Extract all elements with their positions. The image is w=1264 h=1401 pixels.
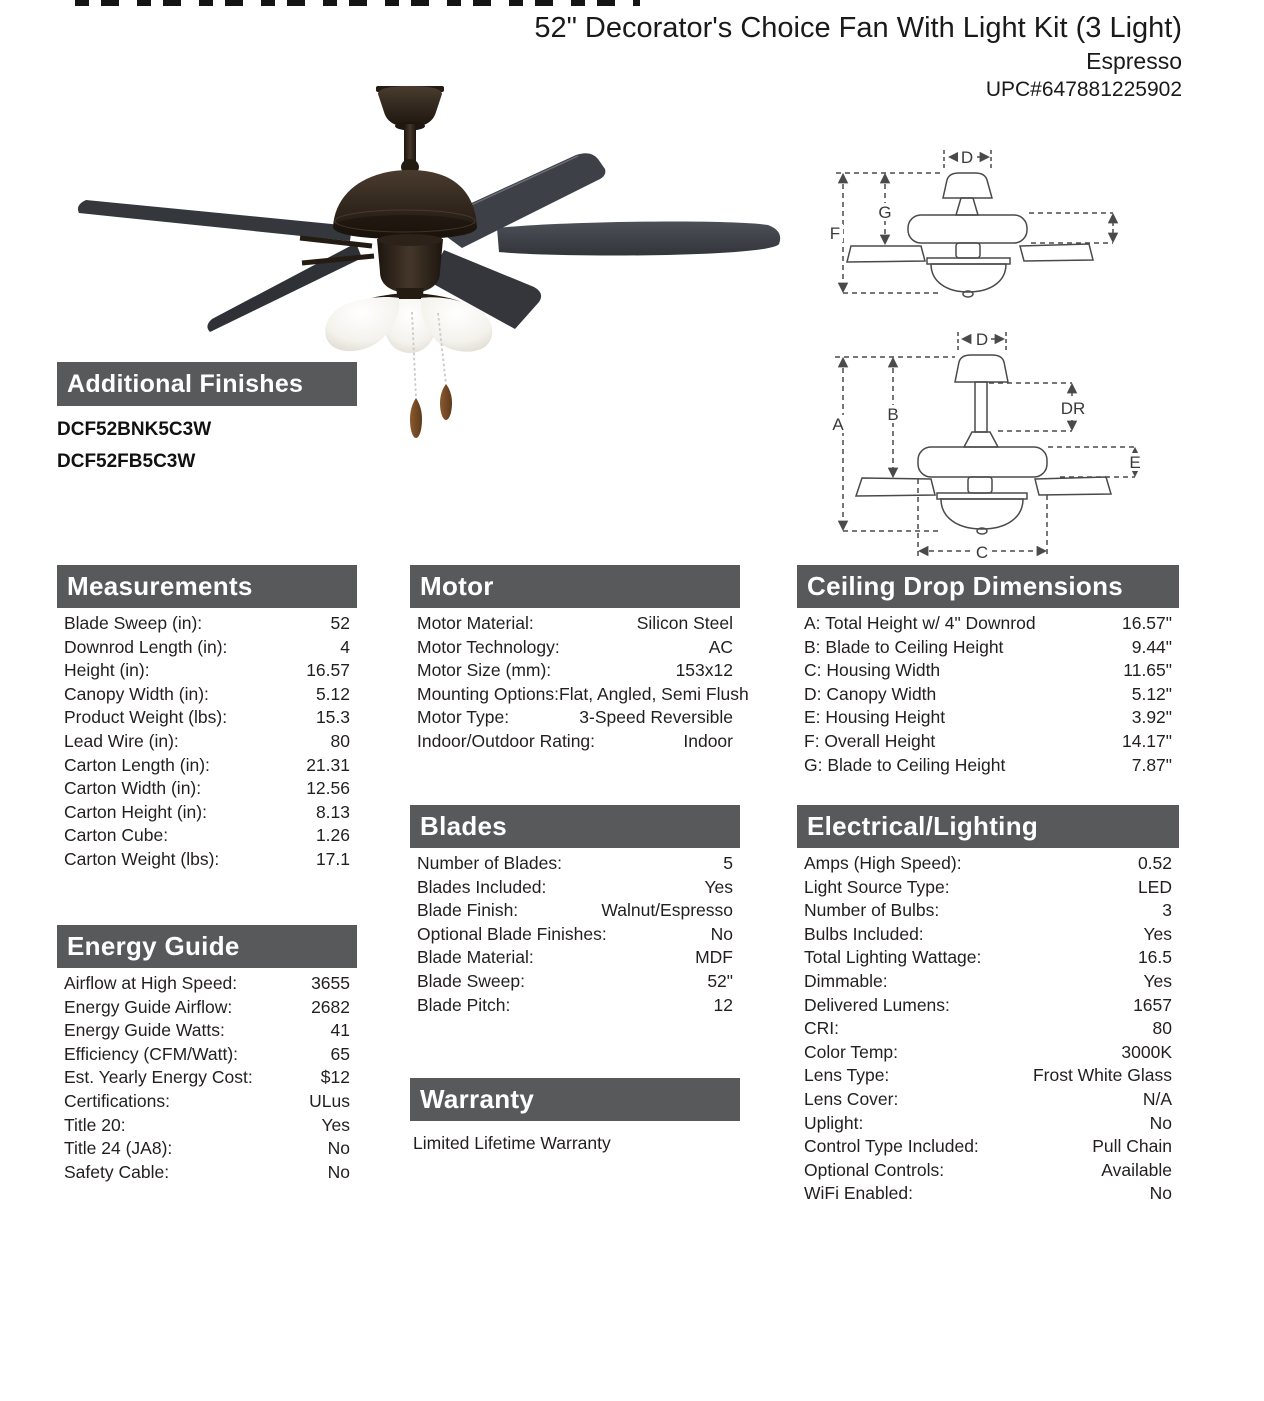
spec-label: Control Type Included: — [804, 1136, 979, 1157]
spec-label: Lens Type: — [804, 1065, 890, 1086]
spec-value: 5 — [723, 853, 733, 873]
section-warranty — [410, 1078, 740, 1155]
spec-label: Optional Blade Finishes: — [417, 923, 607, 944]
spec-row — [797, 899, 1179, 923]
spec-row — [57, 801, 357, 825]
spec-row — [57, 683, 357, 707]
finish-name: Espresso — [1086, 48, 1182, 74]
spec-label: Product Weight (lbs): — [64, 707, 228, 728]
spec-value: 41 — [330, 1020, 350, 1041]
spec-label: Certifications: — [64, 1090, 171, 1111]
spec-label: Delivered Lumens: — [804, 994, 950, 1015]
spec-value: No — [1149, 1183, 1172, 1204]
spec-row — [57, 636, 357, 660]
spec-value: Flat, Angled, Semi Flush — [559, 683, 749, 704]
spec-value: 16.57" — [1121, 613, 1172, 633]
spec-row — [797, 970, 1179, 994]
spec-label: Blades Included: — [417, 876, 547, 897]
spec-value: 9.44" — [1131, 636, 1172, 657]
spec-value: 80 — [330, 730, 350, 751]
spec-value: 12 — [713, 994, 733, 1015]
diagram-flush-mount — [825, 140, 1145, 310]
fan-hub — [377, 234, 443, 293]
spec-row — [57, 754, 357, 778]
spec-row — [410, 636, 740, 660]
model-number: DCF52BNK5C3W — [57, 419, 212, 440]
spec-label: G: Blade to Ceiling Height — [804, 754, 1006, 775]
spec-row — [57, 1019, 357, 1043]
spec-value: 3000K — [1121, 1041, 1172, 1062]
section-electrical — [797, 805, 1179, 1206]
spec-value: Available — [1101, 1159, 1172, 1180]
spec-value: 153x12 — [675, 660, 733, 681]
spec-row — [797, 1135, 1179, 1159]
spec-label: Title 20: — [64, 1114, 126, 1135]
spec-row — [57, 848, 357, 872]
spec-row — [797, 1064, 1179, 1088]
pull-chain-fob — [440, 384, 452, 420]
spec-value: Frost White Glass — [1032, 1065, 1172, 1086]
spec-label: Energy Guide Watts: — [64, 1020, 225, 1041]
spec-row — [410, 923, 740, 947]
spec-value: 16.57 — [306, 660, 350, 681]
spec-label: Canopy Width (in): — [64, 683, 209, 704]
spec-row — [57, 972, 357, 996]
spec-label: Est. Yearly Energy Cost: — [64, 1067, 253, 1088]
spec-row — [797, 1112, 1179, 1136]
spec-row — [797, 706, 1179, 730]
dim-label-g: G — [878, 203, 892, 222]
spec-value: 80 — [1152, 1018, 1172, 1039]
spec-row — [57, 659, 357, 683]
spec-row — [797, 1159, 1179, 1183]
spec-row — [410, 612, 740, 636]
spec-value: $12 — [320, 1067, 350, 1088]
spec-row — [57, 824, 357, 848]
spec-value: 21.31 — [306, 754, 350, 775]
dim-label-b: B — [887, 405, 899, 424]
spec-label: Energy Guide Airflow: — [64, 996, 233, 1017]
spec-label: Airflow at High Speed: — [64, 973, 238, 993]
spec-row — [797, 612, 1179, 636]
spec-label: Carton Width (in): — [64, 778, 202, 799]
section-ceiling-drop — [797, 565, 1179, 777]
spec-value: N/A — [1142, 1088, 1172, 1109]
spec-value: 3655 — [311, 973, 350, 993]
spec-label: WiFi Enabled: — [804, 1183, 913, 1204]
spec-value: 4 — [340, 636, 350, 657]
fan-motor-housing — [333, 170, 477, 239]
fan-canopy — [376, 86, 444, 131]
spec-label: Light Source Type: — [804, 876, 950, 897]
spec-label: B: Blade to Ceiling Height — [804, 636, 1004, 657]
spec-value: Walnut/Espresso — [601, 900, 733, 921]
spec-value: 1.26 — [315, 825, 350, 846]
spec-label: Carton Length (in): — [64, 754, 210, 775]
spec-row — [57, 1090, 357, 1114]
spec-label: Height (in): — [64, 660, 150, 681]
spec-value: 52" — [707, 970, 733, 991]
spec-value: 11.65" — [1123, 660, 1172, 681]
spec-row — [410, 876, 740, 900]
spec-value: 0.52 — [1137, 853, 1172, 873]
spec-value: 5.12 — [315, 683, 350, 704]
spec-value: 7.87" — [1131, 754, 1172, 775]
additional-finishes — [57, 362, 357, 478]
spec-value: 3 — [1162, 900, 1172, 921]
spec-value: 5.12" — [1131, 683, 1172, 704]
spec-value: Yes — [704, 876, 733, 897]
spec-row — [797, 852, 1179, 876]
section-header: Blades — [410, 805, 740, 848]
spec-value: 52 — [330, 613, 350, 633]
spec-label: Carton Weight (lbs): — [64, 848, 220, 869]
spec-label: Blade Sweep (in): — [64, 613, 203, 633]
spec-row — [57, 1114, 357, 1138]
spec-label: Motor Material: — [417, 613, 534, 633]
section-blades — [410, 805, 740, 1017]
spec-row — [797, 923, 1179, 947]
spec-label: Title 24 (JA8): — [64, 1138, 173, 1159]
spec-label: C: Housing Width — [804, 660, 941, 681]
spec-row — [410, 683, 749, 707]
spec-row — [410, 852, 740, 876]
spec-label: Motor Type: — [417, 707, 510, 728]
spec-value: 1657 — [1133, 994, 1172, 1015]
spec-value: 15.3 — [315, 707, 350, 728]
spec-value: No — [1149, 1112, 1172, 1133]
warranty-note: Limited Lifetime Warranty — [413, 1133, 611, 1153]
spec-value: Silicon Steel — [636, 613, 733, 633]
spec-label: CRI: — [804, 1018, 839, 1039]
spec-row — [797, 636, 1179, 660]
diagram-downrod-mount — [825, 330, 1145, 565]
fan-downrod — [401, 124, 419, 175]
spec-value: No — [327, 1138, 350, 1159]
spec-label: Safety Cable: — [64, 1161, 170, 1182]
spec-label: Carton Cube: — [64, 825, 169, 846]
spec-value: Yes — [1143, 923, 1172, 944]
spec-row — [797, 1088, 1179, 1112]
spec-label: Bulbs Included: — [804, 923, 924, 944]
spec-row — [797, 946, 1179, 970]
pull-chain-fob — [410, 398, 422, 438]
section-header: Energy Guide — [57, 925, 357, 968]
section-measurements — [57, 565, 357, 872]
spec-label: Blade Material: — [417, 947, 534, 968]
dim-label-e: E — [1129, 453, 1141, 472]
section-header: Measurements — [57, 565, 357, 608]
spec-value: Pull Chain — [1092, 1136, 1172, 1157]
spec-label: Optional Controls: — [804, 1159, 945, 1180]
fan-blade-right — [497, 221, 780, 255]
spec-row — [57, 706, 357, 730]
spec-row — [57, 1161, 357, 1185]
section-header: Motor — [410, 565, 740, 608]
dim-label-c: C — [975, 543, 989, 562]
spec-row — [57, 612, 357, 636]
spec-row — [797, 1017, 1179, 1041]
model-list — [57, 414, 357, 478]
spec-label: Lens Cover: — [804, 1088, 899, 1109]
spec-row — [57, 1066, 357, 1090]
spec-label: Carton Height (in): — [64, 801, 207, 822]
section-motor — [410, 565, 749, 754]
spec-label: Mounting Options: — [417, 683, 560, 704]
spec-label: Number of Blades: — [417, 853, 562, 873]
spec-label: Dimmable: — [804, 970, 888, 991]
spec-label: F: Overall Height — [804, 730, 936, 751]
dim-label-d2: D — [975, 330, 989, 349]
spec-value: 8.13 — [315, 801, 350, 822]
section-header: Warranty — [410, 1078, 740, 1121]
spec-value: 65 — [330, 1043, 350, 1064]
spec-value: 14.17" — [1121, 730, 1172, 751]
light-shades — [325, 297, 492, 353]
spec-label: Amps (High Speed): — [804, 853, 962, 873]
spec-label: Uplight: — [804, 1112, 864, 1133]
spec-row — [57, 996, 357, 1020]
additional-finishes-header: Additional Finishes — [57, 362, 357, 406]
spec-row — [797, 659, 1179, 683]
spec-value: Yes — [1143, 970, 1172, 991]
fan-blade-left-upper — [78, 200, 352, 241]
dim-label-a: A — [832, 415, 844, 434]
spec-value: 16.5 — [1137, 947, 1172, 968]
fan-blade-irons — [300, 238, 374, 263]
spec-label: D: Canopy Width — [804, 683, 937, 704]
spec-row — [57, 730, 357, 754]
spec-row — [797, 994, 1179, 1018]
dim-label-f: F — [829, 224, 841, 243]
section-energy-guide — [57, 925, 357, 1184]
spec-label: Motor Size (mm): — [417, 660, 552, 681]
spec-value: 2682 — [311, 996, 350, 1017]
spec-value: 12.56 — [306, 778, 350, 799]
section-header: Ceiling Drop Dimensions — [797, 565, 1179, 608]
spec-row — [410, 706, 740, 730]
spec-label: Blade Pitch: — [417, 994, 511, 1015]
spec-label: E: Housing Height — [804, 707, 946, 728]
spec-value: No — [327, 1161, 350, 1182]
dim-label-dr: DR — [1060, 399, 1086, 418]
spec-row — [797, 1041, 1179, 1065]
spec-row — [57, 777, 357, 801]
spec-row — [410, 994, 740, 1018]
spec-value: 3.92" — [1131, 707, 1172, 728]
spec-value: Indoor — [683, 730, 733, 751]
spec-label: Downrod Length (in): — [64, 636, 228, 657]
spec-row — [797, 683, 1179, 707]
spec-row — [410, 970, 740, 994]
spec-row — [797, 876, 1179, 900]
spec-value: ULus — [309, 1090, 350, 1111]
page-title: 52" Decorator's Choice Fan With Light Kit (3 Light) — [534, 12, 1182, 44]
spec-row — [797, 754, 1179, 778]
upc-code: UPC#647881225902 — [985, 78, 1182, 101]
spec-value: MDF — [695, 947, 733, 968]
model-number: DCF52FB5C3W — [57, 451, 196, 472]
spec-label: Color Temp: — [804, 1041, 899, 1062]
cropped-header-text — [75, 0, 640, 6]
spec-label: Efficiency (CFM/Watt): — [64, 1043, 239, 1064]
spec-row — [797, 730, 1179, 754]
spec-value: LED — [1137, 876, 1172, 897]
spec-value: Yes — [321, 1114, 350, 1135]
spec-label: Indoor/Outdoor Rating: — [417, 730, 596, 751]
spec-value: 17.1 — [315, 848, 350, 869]
spec-row — [57, 1137, 357, 1161]
dim-label-d: D — [960, 148, 974, 167]
spec-row — [410, 899, 740, 923]
spec-label: Lead Wire (in): — [64, 730, 179, 751]
spec-label: Total Lighting Wattage: — [804, 947, 982, 968]
spec-label: A: Total Height w/ 4" Downrod — [804, 613, 1036, 633]
fan-photo — [40, 60, 800, 580]
spec-row — [410, 730, 740, 754]
section-header: Electrical/Lighting — [797, 805, 1179, 848]
spec-row — [57, 1043, 357, 1067]
spec-row — [797, 1182, 1179, 1206]
spec-label: Blade Sweep: — [417, 970, 525, 991]
spec-row — [410, 946, 740, 970]
spec-label: Motor Technology: — [417, 636, 560, 657]
spec-value: AC — [708, 636, 733, 657]
spec-label: Number of Bulbs: — [804, 900, 940, 921]
spec-label: Blade Finish: — [417, 900, 519, 921]
spec-row — [410, 659, 740, 683]
spec-value: 3-Speed Reversible — [579, 707, 733, 728]
spec-value: No — [710, 923, 733, 944]
